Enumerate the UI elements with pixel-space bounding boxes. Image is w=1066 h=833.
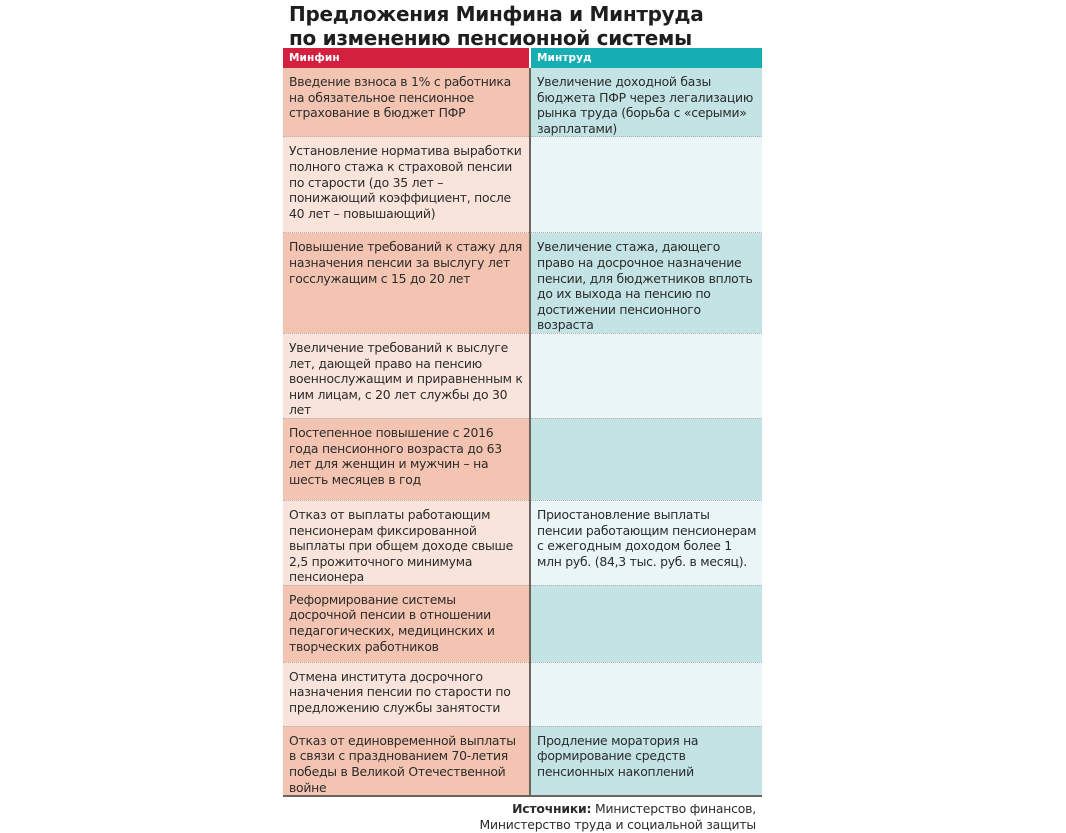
minfin-cell: Повышение требований к стажу для назначения пенсии за выслугу лет госслужащим с 15 до 20 лет [283, 233, 530, 334]
mintrud-cell [530, 418, 762, 500]
table-row [283, 500, 762, 585]
mintrud-cell [530, 333, 762, 418]
mintrud-cell [530, 662, 762, 726]
minfin-cell: Постепенное повышение с 2016 года пенсионного возраста до 63 лет для женщин и мужчин – на шесть месяцев в год [283, 418, 530, 500]
column-header-minfin: Минфин [283, 48, 530, 68]
mintrud-cell [530, 585, 762, 662]
table-row [283, 726, 762, 796]
proposals-table [283, 48, 762, 797]
source-line-1: Министерство финансов, [591, 801, 756, 817]
mintrud-cell: Увеличение стажа, дающего право на досрочное назначение пенсии, для бюджетников вплоть до их выхода на пенсию по достижении пенсионного возраста [530, 233, 762, 334]
minfin-cell: Отмена института досрочного назначения пенсии по старости по предложению службы занятости [283, 662, 530, 726]
minfin-cell: Введение взноса в 1% с работника на обязательное пенсионное страхование в бюджет ПФР [283, 68, 530, 137]
table-row [283, 137, 762, 233]
table-row [283, 418, 762, 500]
table-row [283, 233, 762, 334]
mintrud-cell: Приостановление выплаты пенсии работающим пенсионерам с ежегодным доходом более 1 млн руб. (84,3 тыс. руб. в месяц). [530, 500, 762, 585]
minfin-cell: Отказ от выплаты работающим пенсионерам фиксированной выплаты при общем доходе свыше 2,5 прожиточного минимума пенсионера [283, 500, 530, 585]
mintrud-cell [530, 137, 762, 233]
minfin-cell: Увеличение требований к выслуге лет, дающей право на пенсию военнослужащим и приравненным к ним лицам, с 20 лет службы до 30 лет [283, 333, 530, 418]
table-header-row [283, 48, 762, 68]
minfin-cell: Отказ от единовременной выплаты в связи с празднованием 70-летия победы в Великой Отечественной войне [283, 726, 530, 796]
source-note [283, 797, 762, 833]
table-row [283, 662, 762, 726]
column-header-mintrud: Минтруд [530, 48, 762, 68]
infographic [283, 0, 762, 833]
mintrud-cell: Увеличение доходной базы бюджета ПФР через легализацию рынка труда (борьба с «серыми» зарплатами) [530, 68, 762, 137]
table-row [283, 585, 762, 662]
table-row [283, 68, 762, 137]
title-line-1: Предложения Минфина и Минтруда [289, 2, 704, 26]
source-label: Источники: [512, 801, 592, 817]
table-row [283, 333, 762, 418]
minfin-cell: Установление норматива выработки полного стажа к страховой пенсии по старости (до 35 лет – понижающий коэффициент, после 40 лет – повышающий) [283, 137, 530, 233]
title-line-2: по изменению пенсионной системы [289, 26, 692, 50]
source-line-2: Министерство труда и социальной защиты [479, 817, 756, 833]
page-title [283, 0, 762, 48]
minfin-cell: Реформирование системы досрочной пенсии в отношении педагогических, медицинских и творческих работников [283, 585, 530, 662]
mintrud-cell: Продление моратория на формирование средств пенсионных накоплений [530, 726, 762, 796]
